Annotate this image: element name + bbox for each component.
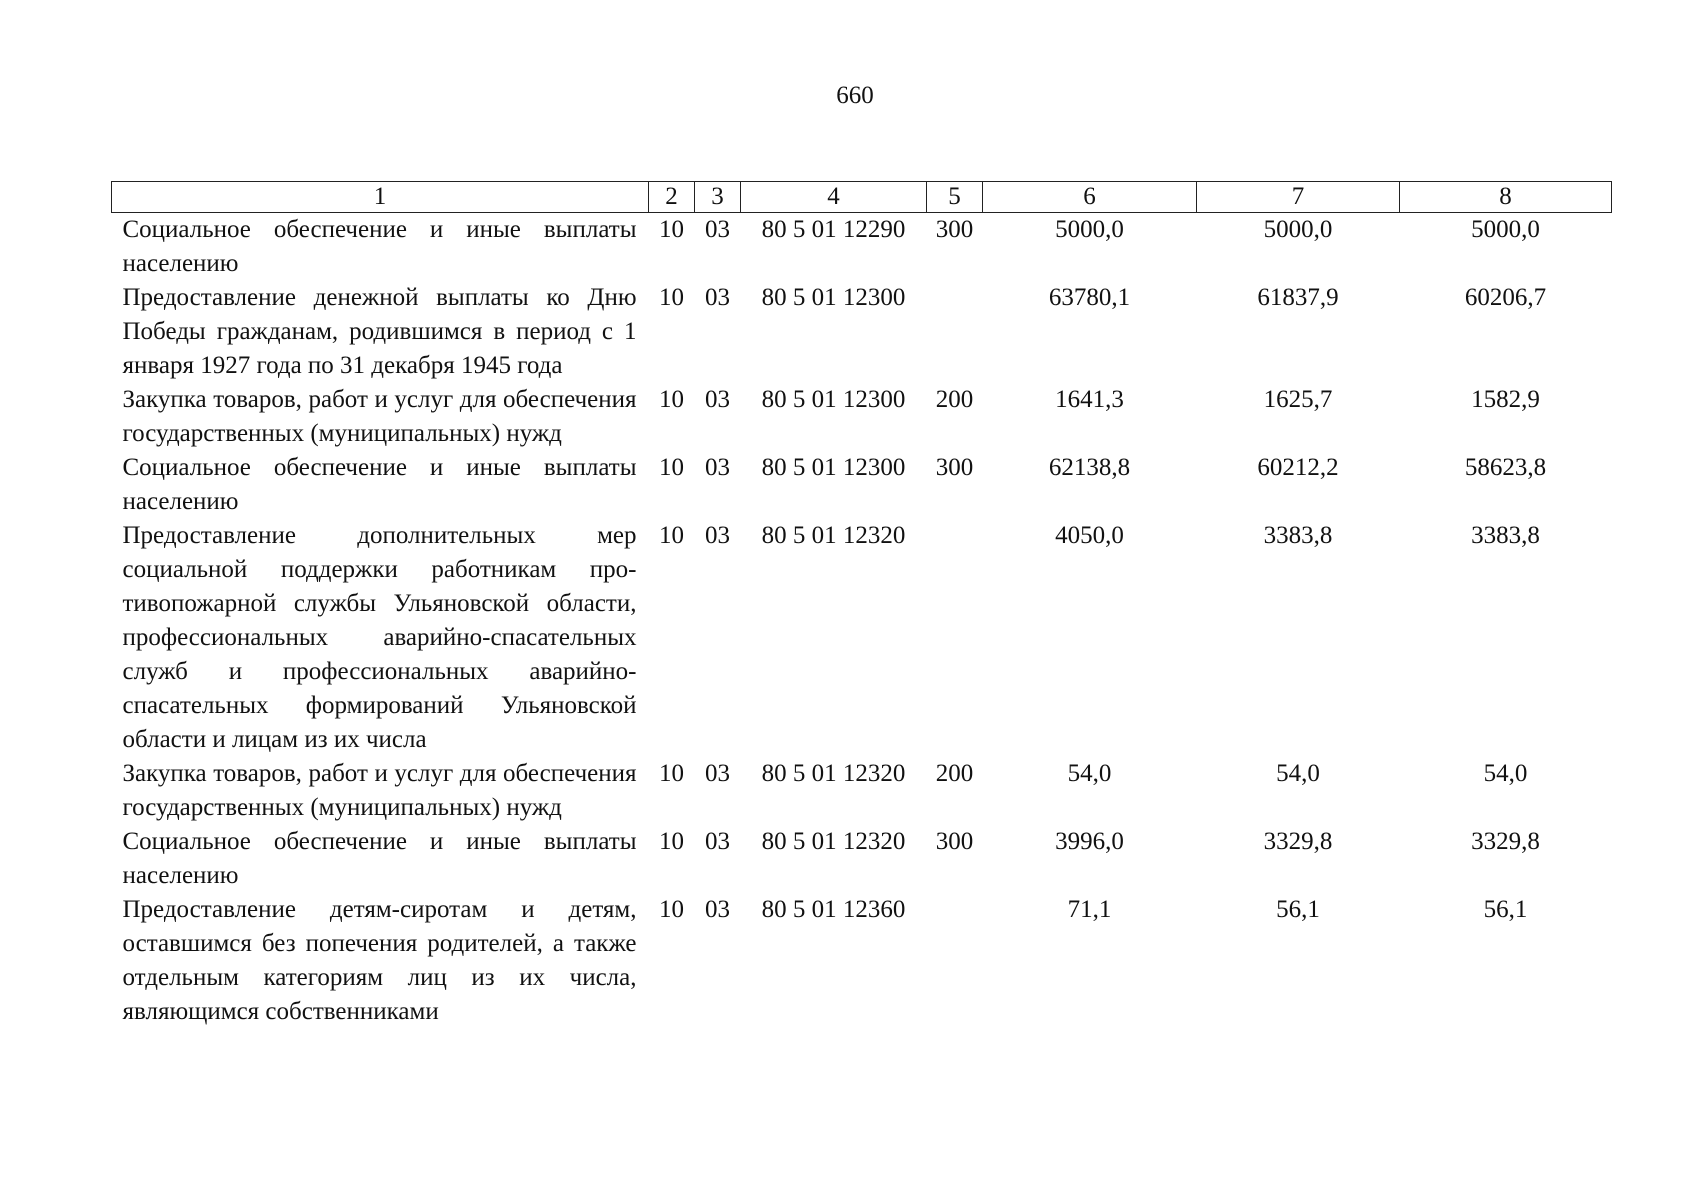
subsection-code: 03 bbox=[705, 284, 730, 311]
target-article-code: 80 5 01 12300 bbox=[761, 454, 906, 481]
subsection-code: 03 bbox=[705, 760, 730, 787]
section-code: 10 bbox=[659, 522, 684, 549]
section-code: 10 bbox=[659, 896, 684, 923]
amount-col8: 60206,7 bbox=[1464, 284, 1547, 311]
subsection-code: 03 bbox=[705, 386, 730, 413]
amount-col7: 61837,9 bbox=[1257, 284, 1339, 311]
target-article-code: 80 5 01 12320 bbox=[761, 760, 906, 787]
target-article-code: 80 5 01 12360 bbox=[761, 896, 906, 923]
column-header: 4 bbox=[741, 182, 927, 213]
expense-type-code bbox=[927, 281, 983, 383]
section-code: 10 bbox=[659, 216, 684, 243]
column-header: 7 bbox=[1197, 182, 1400, 213]
table-row bbox=[112, 519, 1612, 757]
target-article-code: 80 5 01 12300 bbox=[761, 284, 906, 311]
subsection-code: 03 bbox=[705, 454, 730, 481]
column-header: 1 bbox=[112, 182, 649, 213]
expense-type-code: 300 bbox=[935, 828, 974, 855]
amount-col8: 5000,0 bbox=[1471, 216, 1540, 243]
column-header: 8 bbox=[1400, 182, 1612, 213]
row-description: Закупка товаров, работ и услуг для обеспечения государственных (муниципальных) нужд bbox=[122, 386, 637, 447]
page-number: 660 bbox=[836, 82, 874, 109]
amount-col6: 54,0 bbox=[1067, 760, 1112, 787]
subsection-code: 03 bbox=[705, 828, 730, 855]
target-article-code: 80 5 01 12320 bbox=[761, 828, 906, 855]
table-row bbox=[112, 213, 1612, 282]
section-code: 10 bbox=[659, 760, 684, 787]
column-header: 3 bbox=[695, 182, 741, 213]
amount-col7: 54,0 bbox=[1276, 760, 1320, 787]
amount-col6: 1641,3 bbox=[1055, 386, 1124, 413]
table-row bbox=[112, 451, 1612, 519]
amount-col8: 1582,9 bbox=[1471, 386, 1540, 413]
amount-col7: 3383,8 bbox=[1263, 522, 1333, 549]
table-row bbox=[112, 757, 1612, 825]
header-row bbox=[112, 182, 1612, 213]
amount-col6: 62138,8 bbox=[1048, 454, 1131, 481]
amount-col7: 60212,2 bbox=[1257, 454, 1339, 481]
expense-type-code bbox=[927, 519, 983, 757]
amount-col8: 56,1 bbox=[1483, 896, 1528, 923]
row-description: Предоставление дополнительных мер социальной поддержки работникам противопожарной службы Ульяновской области, профессиональных аварийно-спасательных служб и профессиональных аварийно-спасательных формирований Ульяновской области и лицам из их числа bbox=[122, 522, 637, 753]
column-header: 5 bbox=[927, 182, 983, 213]
target-article-code: 80 5 01 12320 bbox=[761, 522, 906, 549]
amount-col6: 3996,0 bbox=[1055, 828, 1124, 855]
table-row bbox=[112, 383, 1612, 451]
amount-col7: 5000,0 bbox=[1263, 216, 1333, 243]
amount-col7: 56,1 bbox=[1276, 896, 1320, 923]
section-code: 10 bbox=[659, 454, 684, 481]
target-article-code: 80 5 01 12290 bbox=[761, 216, 906, 243]
amount-col8: 3329,8 bbox=[1471, 828, 1540, 855]
amount-col7: 3329,8 bbox=[1263, 828, 1333, 855]
table-row bbox=[112, 893, 1612, 1029]
target-article-code: 80 5 01 12300 bbox=[761, 386, 906, 413]
expense-type-code: 200 bbox=[935, 760, 974, 787]
amount-col6: 4050,0 bbox=[1055, 522, 1124, 549]
row-description: Социальное обеспечение и иные выплаты населению bbox=[122, 454, 637, 515]
subsection-code: 03 bbox=[705, 216, 730, 243]
budget-table bbox=[111, 181, 1612, 1029]
row-description: Предоставление денежной выплаты ко Дню Победы гражданам, родившимся в период с 1 января 1927 года по 31 декабря 1945 года bbox=[122, 284, 637, 379]
expense-type-code: 300 bbox=[935, 216, 974, 243]
row-description: Предоставление детям-сиротам и детям, оставшимся без попечения родителей, а также отдельным категориям лиц из их числа, являющимся собственниками bbox=[122, 896, 637, 1025]
section-code: 10 bbox=[659, 284, 684, 311]
row-description: Закупка товаров, работ и услуг для обеспечения государственных (муниципальных) нужд bbox=[122, 760, 637, 821]
table-row bbox=[112, 281, 1612, 383]
amount-col6: 71,1 bbox=[1067, 896, 1112, 923]
subsection-code: 03 bbox=[705, 522, 730, 549]
column-header: 6 bbox=[983, 182, 1197, 213]
section-code: 10 bbox=[659, 386, 684, 413]
amount-col6: 5000,0 bbox=[1055, 216, 1124, 243]
amount-col8: 54,0 bbox=[1483, 760, 1528, 787]
amount-col8: 58623,8 bbox=[1464, 454, 1547, 481]
section-code: 10 bbox=[659, 828, 684, 855]
column-header: 2 bbox=[649, 182, 695, 213]
amount-col7: 1625,7 bbox=[1263, 386, 1333, 413]
row-description: Социальное обеспечение и иные выплаты населению bbox=[122, 216, 637, 277]
table-row bbox=[112, 825, 1612, 893]
expense-type-code bbox=[927, 893, 983, 1029]
amount-col6: 63780,1 bbox=[1048, 284, 1131, 311]
amount-col8: 3383,8 bbox=[1471, 522, 1540, 549]
subsection-code: 03 bbox=[705, 896, 730, 923]
row-description: Социальное обеспечение и иные выплаты населению bbox=[122, 828, 637, 889]
expense-type-code: 200 bbox=[935, 386, 974, 413]
expense-type-code: 300 bbox=[935, 454, 974, 481]
